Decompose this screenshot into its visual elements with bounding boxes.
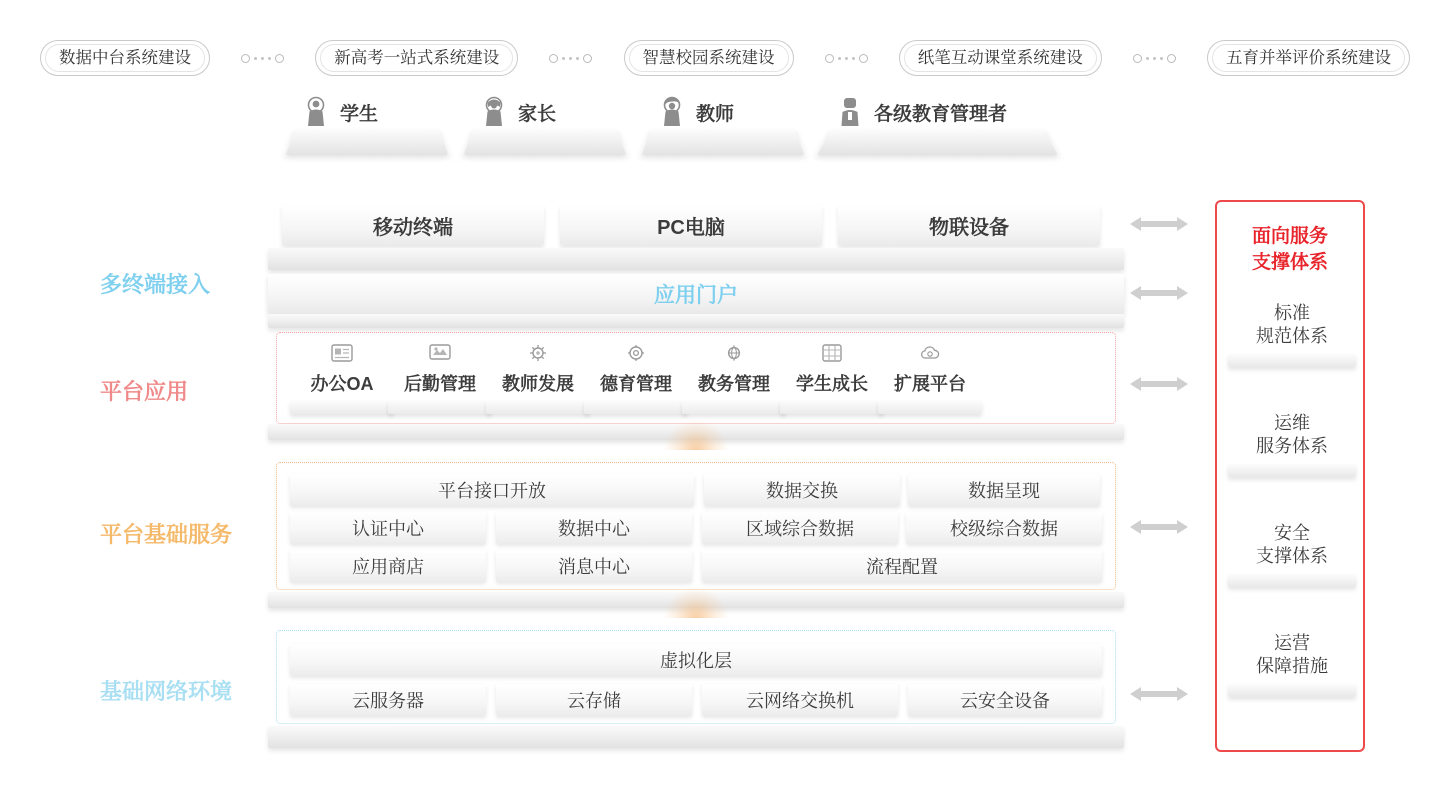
service-auth-center[interactable]: 认证中心: [290, 512, 486, 544]
globe-gear-icon: [682, 338, 786, 368]
network-cloud-storage[interactable]: 云存储: [496, 684, 692, 716]
persona-label: 学生: [340, 103, 379, 125]
connector-dot: [845, 57, 848, 60]
persona-platform: [286, 128, 449, 155]
panel-item-line1: 安全: [1274, 523, 1310, 543]
network-base-tier: [268, 726, 1124, 748]
layer-label-multi-terminal: 多终端接入: [100, 272, 211, 297]
service-api-open[interactable]: 平台接口开放: [290, 474, 694, 506]
connector-dots-3: [1128, 54, 1181, 63]
terminal-mobile[interactable]: 移动终端: [282, 205, 544, 245]
double-headed-arrow-icon-services: [1128, 516, 1190, 538]
panel-title-line2: 支撑体系: [1251, 251, 1328, 273]
top-systems-row: [40, 38, 1410, 78]
panel-item-shelf: [1228, 574, 1356, 587]
connector-dot: [268, 57, 271, 60]
app-logistics[interactable]: [388, 338, 492, 414]
app-label: 学生成长: [796, 374, 868, 394]
terminal-pc[interactable]: PC电脑: [560, 205, 822, 245]
panel-item-operations[interactable]: [1228, 412, 1356, 477]
service-data-presentation[interactable]: 数据呈现: [908, 474, 1100, 506]
app-moral-education[interactable]: [584, 338, 688, 414]
persona-student: [283, 95, 461, 167]
app-label: 后勤管理: [404, 374, 476, 394]
document-card-icon: [290, 338, 394, 368]
panel-item-line1: 标准: [1274, 303, 1310, 323]
connector-dot: [261, 57, 264, 60]
service-process-config[interactable]: 流程配置: [702, 550, 1102, 582]
network-cloud-switch[interactable]: 云网络交换机: [702, 684, 898, 716]
double-headed-arrow-icon-network: [1128, 683, 1190, 705]
service-app-store[interactable]: 应用商店: [290, 550, 486, 582]
connector-ring: [1133, 54, 1142, 63]
terminal-iot[interactable]: 物联设备: [838, 205, 1100, 245]
connector-ring: [859, 54, 868, 63]
portal-base-tier: [268, 314, 1124, 328]
application-portal[interactable]: 应用门户: [268, 274, 1124, 314]
panel-item-shelf: [1228, 684, 1356, 697]
layer-connector-glow-lower: [664, 588, 728, 618]
service-school-data[interactable]: 校级综合数据: [906, 512, 1102, 544]
panel-item-standards[interactable]: [1228, 302, 1356, 367]
connector-ring: [825, 54, 834, 63]
network-cloud-security[interactable]: 云安全设备: [908, 684, 1102, 716]
connector-dot: [254, 57, 257, 60]
top-system-pill-3[interactable]: 纸笔互动课堂系统建设: [899, 40, 1102, 76]
app-pedestal: [388, 400, 492, 414]
service-regional-data[interactable]: 区域综合数据: [702, 512, 898, 544]
app-pedestal: [780, 400, 884, 414]
parent-avatar-icon: [479, 95, 509, 129]
top-system-pill-0[interactable]: 数据中台系统建设: [40, 40, 210, 76]
app-label: 办公OA: [310, 374, 374, 394]
persona-parent: [461, 95, 639, 167]
service-support-panel: [1215, 200, 1365, 752]
panel-item-security[interactable]: [1228, 522, 1356, 587]
app-teacher-development[interactable]: [486, 338, 590, 414]
connector-dot: [562, 57, 565, 60]
app-label: 教务管理: [698, 374, 770, 394]
student-avatar-icon: [301, 95, 331, 129]
app-label: 教师发展: [502, 374, 574, 394]
connector-ring: [241, 54, 250, 63]
connector-ring: [583, 54, 592, 63]
persona-platform: [642, 128, 805, 155]
layer-label-platform-services: 平台基础服务: [100, 522, 233, 547]
gear-icon: [584, 338, 688, 368]
panel-item-line2: 支撑体系: [1256, 546, 1328, 567]
app-pedestal: [878, 400, 982, 414]
connector-ring: [549, 54, 558, 63]
app-pedestal: [486, 400, 590, 414]
app-academic-affairs[interactable]: [682, 338, 786, 414]
layer-connector-glow-upper: [664, 420, 728, 450]
app-student-growth[interactable]: [780, 338, 884, 414]
app-pedestal: [290, 400, 394, 414]
top-system-pill-1[interactable]: 新高考一站式系统建设: [315, 40, 518, 76]
monitor-icon: [388, 338, 492, 368]
layer-label-network: 基础网络环境: [100, 679, 233, 704]
connector-dot: [1146, 57, 1149, 60]
connector-dot: [852, 57, 855, 60]
panel-item-line2: 服务体系: [1256, 436, 1328, 457]
gear-network-icon: [486, 338, 590, 368]
connector-dots-1: [544, 54, 597, 63]
panel-title: [1217, 224, 1363, 275]
double-headed-arrow-icon-apps: [1128, 373, 1190, 395]
terminal-base-tier: [268, 248, 1124, 270]
service-message-center[interactable]: 消息中心: [496, 550, 692, 582]
panel-item-line2: 规范体系: [1256, 326, 1328, 347]
persona-teacher: [639, 95, 817, 167]
persona-label: 家长: [518, 103, 557, 125]
app-extension-platform[interactable]: [878, 338, 982, 414]
panel-item-shelf: [1228, 464, 1356, 477]
network-cloud-server[interactable]: 云服务器: [290, 684, 486, 716]
service-data-center[interactable]: 数据中心: [496, 512, 692, 544]
app-label: 扩展平台: [894, 374, 966, 394]
persona-label: 各级教育管理者: [874, 103, 1008, 125]
cloud-gear-icon: [878, 338, 982, 368]
app-pedestal: [682, 400, 786, 414]
connector-ring: [275, 54, 284, 63]
connector-dot: [569, 57, 572, 60]
connector-dot: [838, 57, 841, 60]
persona-platform: [464, 128, 627, 155]
grid-frame-icon: [780, 338, 884, 368]
panel-item-operation-guarantee[interactable]: [1228, 632, 1356, 697]
panel-item-line2: 保障措施: [1256, 656, 1328, 677]
connector-dot: [1153, 57, 1156, 60]
panel-title-line1: 面向服务: [1251, 226, 1328, 247]
panel-item-line1: 运营: [1274, 633, 1310, 653]
network-virtualization-layer[interactable]: 虚拟化层: [290, 644, 1102, 676]
panel-item-shelf: [1228, 354, 1356, 367]
persona-administrator: [817, 95, 1107, 167]
double-headed-arrow-icon-terminals: [1128, 213, 1190, 235]
connector-dot: [576, 57, 579, 60]
top-system-pill-4[interactable]: 五育并举评价系统建设: [1207, 40, 1410, 76]
persona-row: [283, 95, 1107, 167]
connector-dots-2: [820, 54, 873, 63]
layer-label-platform-apps: 平台应用: [100, 379, 189, 404]
administrator-avatar-icon: [835, 95, 865, 129]
connector-dot: [1160, 57, 1163, 60]
app-label: 德育管理: [600, 374, 672, 394]
app-office-oa[interactable]: [290, 338, 394, 414]
persona-platform: [817, 128, 1058, 155]
connector-ring: [1167, 54, 1176, 63]
app-pedestal: [584, 400, 688, 414]
teacher-avatar-icon: [657, 95, 687, 129]
service-data-exchange[interactable]: 数据交换: [704, 474, 900, 506]
persona-label: 教师: [696, 103, 735, 125]
top-system-pill-2[interactable]: 智慧校园系统建设: [624, 40, 794, 76]
connector-dots-0: [236, 54, 289, 63]
panel-item-line1: 运维: [1274, 413, 1310, 433]
double-headed-arrow-icon-portal: [1128, 282, 1190, 304]
